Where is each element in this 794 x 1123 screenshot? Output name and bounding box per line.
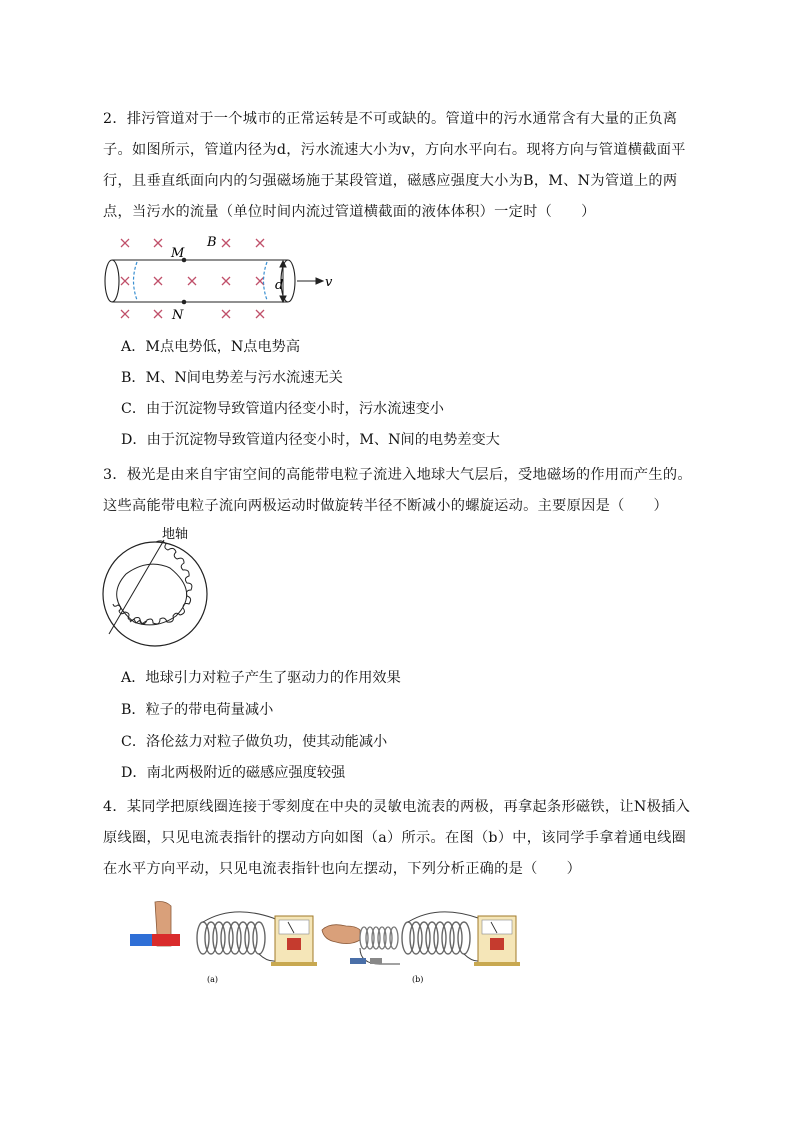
label-earth-axis: 地轴 [162, 527, 189, 542]
pipe-figure [100, 230, 340, 325]
question-2-option-d[interactable]: D．由于沉淀物导致管道内径变小时，M、N间的电势差变大 [121, 432, 500, 448]
question-3-option-a[interactable]: A．地球引力对粒子产生了驱动力的作用效果 [121, 670, 401, 686]
cross-section-dashes [134, 262, 268, 300]
question-3-option-c[interactable]: C．洛伦兹力对粒子做负功，使其动能减小 [121, 734, 388, 750]
pipe-outline [105, 260, 295, 302]
magnet-n-pole [152, 934, 180, 946]
velocity-arrow [297, 278, 323, 284]
question-2-stem: 2．排污管道对于一个城市的正常运转是不可或缺的。管道中的污水通常含有大量的正负离子。如图所示，管道内径为d，污水流速大小为v，方向水平向右。现将方向与管道横截面平行，且垂直纸面向内的匀强磁场施于某段管道，磁感应强度大小为B，M、N为管道上的两点，当污水的流量（单位时间内流过管道横截面的液体体积）一定时（ ） [103, 111, 686, 220]
galvanometer-figure-a [125, 900, 325, 990]
question-2-option-a[interactable]: A．M点电势低，N点电势高 [121, 339, 301, 355]
coil-b [402, 922, 470, 954]
label-m: M [171, 246, 185, 261]
question-4-stem: 4．某同学把原线圈连接于零刻度在中央的灵敏电流表的两极，再拿起条形磁铁，让N极插入原线圈，只见电流表指针的摆动方向如图（a）所示。在图（b）中，该同学手拿着通电线圈在水平方向平动，只见电流表指针也向左摆动，下列分析正确的是（ ） [103, 799, 691, 877]
galvanometer-a-dial [279, 920, 309, 934]
earth-inner-orbit [117, 564, 187, 625]
magnetic-field-crosses [121, 239, 264, 318]
switch-icon [370, 958, 382, 964]
galvanometer-b-base [474, 962, 520, 966]
earth-axis-line [109, 540, 164, 634]
label-b: B [207, 235, 217, 250]
earth-circle [103, 542, 207, 646]
galvanometer-b-dial [482, 920, 512, 934]
battery-icon [350, 958, 366, 964]
galvanometer-figure-b [320, 900, 530, 990]
question-3-option-b[interactable]: B．粒子的带电荷量减小 [121, 702, 274, 718]
label-d: d [275, 278, 284, 293]
question-2-option-c[interactable]: C．由于沉淀物导致管道内径变小时，污水流速变小 [121, 401, 444, 417]
label-v: v [325, 275, 333, 290]
label-n: N [172, 308, 184, 323]
held-coil [360, 927, 398, 949]
galvanometer-b-core [490, 938, 504, 950]
hand-icon [322, 925, 360, 944]
coil-a [197, 922, 265, 954]
question-2-option-b[interactable]: B．M、N间电势差与污水流速无关 [121, 370, 343, 386]
question-3-stem: 3．极光是由来自宇宙空间的高能带电粒子流进入地球大气层后，受地磁场的作用而产生的。这些高能带电粒子流向两极运动时做旋转半径不断减小的螺旋运动。主要原因是（ ） [103, 467, 692, 514]
point-n-dot [182, 300, 187, 305]
galvanometer-a-core [287, 938, 301, 950]
caption-a: (a) [207, 975, 219, 984]
caption-b: (b) [412, 975, 424, 984]
question-3-option-d[interactable]: D．南北两极附近的磁感应强度较强 [121, 765, 346, 781]
galvanometer-a-base [271, 962, 317, 966]
aurora-figure [100, 522, 240, 662]
magnet-s-pole [130, 934, 152, 946]
